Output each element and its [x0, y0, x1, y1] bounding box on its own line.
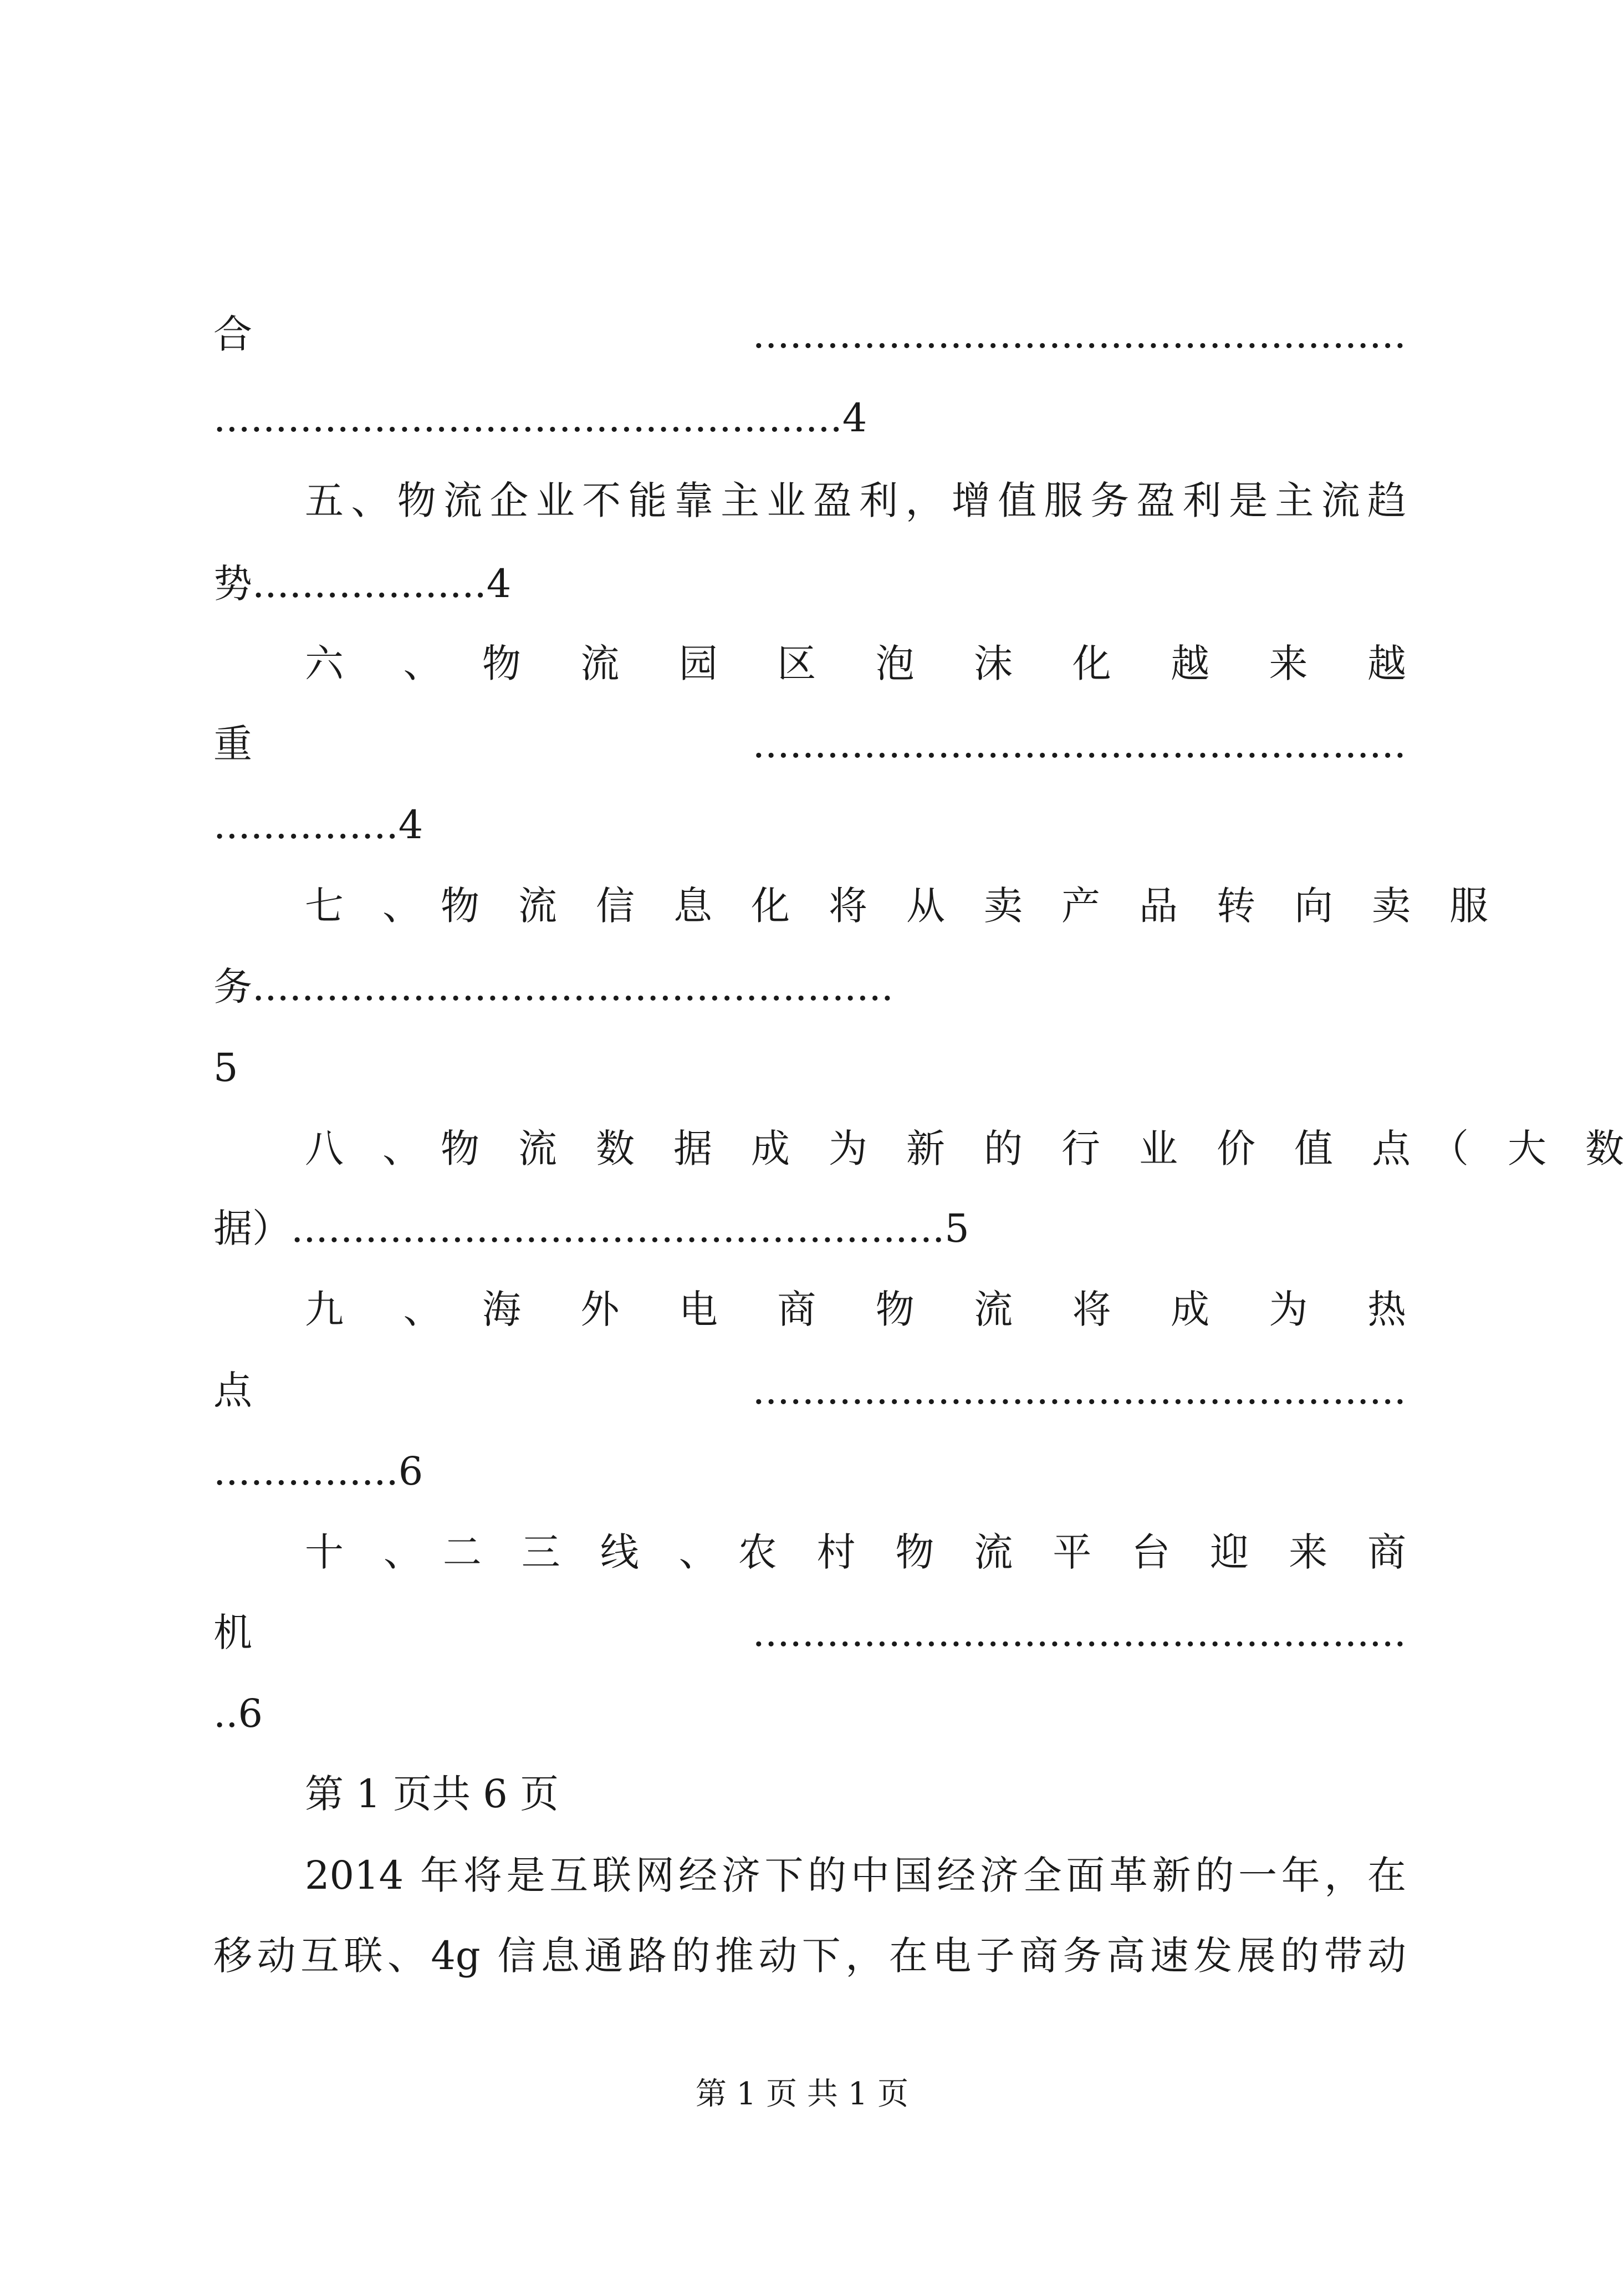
toc-line: ...............4 [213, 802, 423, 848]
toc-entry-5: 五、物流企业不能靠主业盈利，增值服务盈利是主流趋 [305, 478, 1406, 523]
toc-line: 点..................................................... [213, 1368, 1406, 1413]
page-count-text: 第 1 页共 6 页 [305, 1771, 559, 1817]
toc-line: 机..................................................... [213, 1610, 1406, 1655]
toc-line: 务.................................................... [213, 964, 894, 1009]
page-footer: 第 1 页 共 1 页 [695, 2076, 909, 2112]
toc-line: 势...................4 [213, 561, 512, 606]
body-paragraph-line: 移动互联、4g 信息通路的推动下，在电子商务高速发展的带动 [213, 1933, 1406, 1979]
toc-line: 合..................................................... [213, 312, 1406, 357]
toc-entry-9: 九 、 海 外 电 商 物 流 将 成 为 热 [305, 1287, 1406, 1332]
toc-line: ...................................................4 [213, 395, 867, 441]
toc-entry-10: 十 、 二 三 线 、 农 村 物 流 平 台 迎 来 商 [305, 1529, 1406, 1575]
toc-line: ..6 [213, 1691, 263, 1736]
toc-entry-6: 六 、 物 流 园 区 泡 沫 化 越 来 越 [305, 641, 1406, 686]
toc-line: 重..................................................... [213, 721, 1406, 767]
toc-line: 据）.....................................................5 [213, 1206, 969, 1251]
toc-line: ...............6 [213, 1449, 423, 1494]
body-paragraph-line: 2014 年将是互联网经济下的中国经济全面革新的一年，在 [305, 1853, 1406, 1898]
toc-entry-7: 七 、 物 流 信 息 化 将 从 卖 产 品 转 向 卖 服 [305, 883, 1488, 929]
toc-entry-8: 八 、 物 流 数 据 成 为 新 的 行 业 价 值 点 （ 大 数 [305, 1126, 1624, 1171]
toc-line: 5 [213, 1045, 238, 1090]
